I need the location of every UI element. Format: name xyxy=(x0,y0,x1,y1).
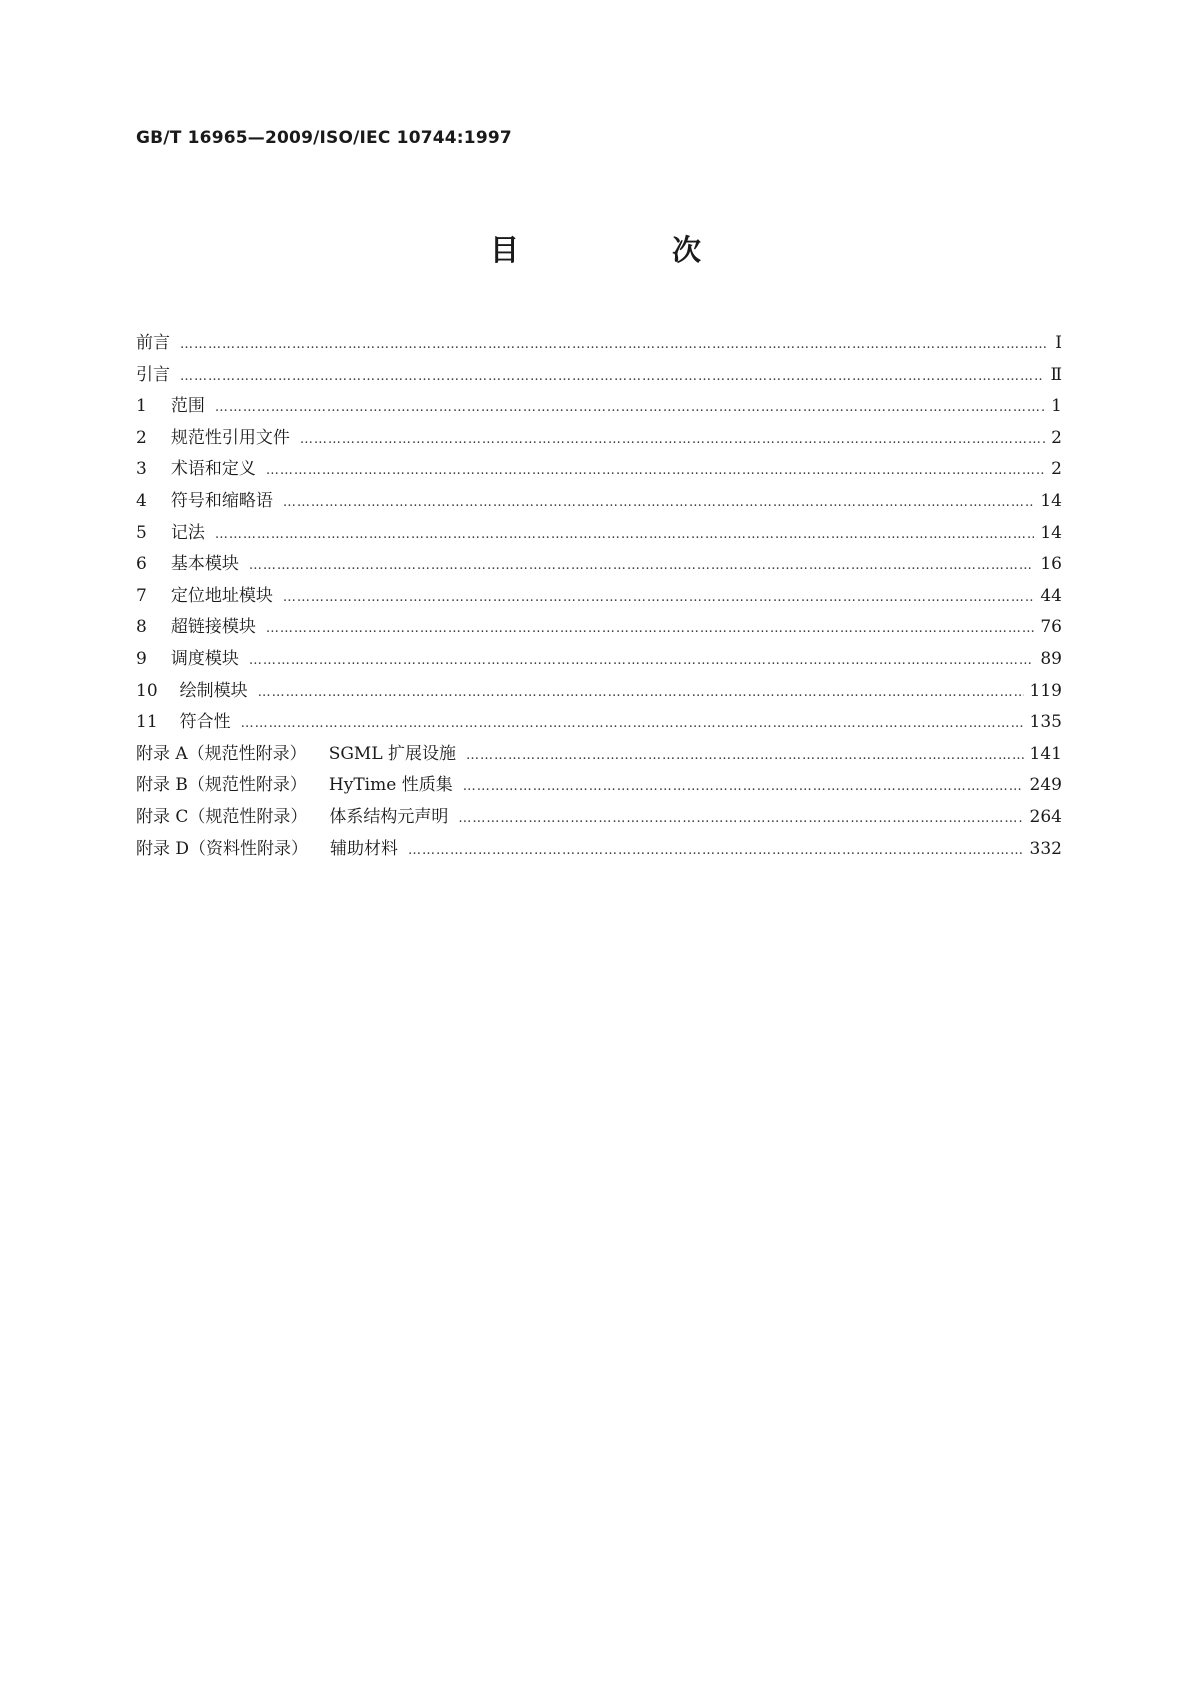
toc-entry-page-number: 264 xyxy=(1029,806,1062,827)
dot-leader xyxy=(258,685,1024,700)
dot-leader xyxy=(215,400,1045,415)
toc-entry-title: 绘制模块 xyxy=(179,680,248,701)
toc-entry-number: 8 xyxy=(136,617,147,638)
table-of-contents xyxy=(136,328,1062,865)
toc-entry-page-number: 76 xyxy=(1040,617,1062,638)
dot-leader xyxy=(241,716,1024,731)
dot-leader xyxy=(180,337,1048,352)
toc-entry-number: 7 xyxy=(136,585,147,606)
dot-leader xyxy=(266,463,1045,478)
toc-entry-number: 1 xyxy=(136,396,147,417)
toc-entry[interactable] xyxy=(136,612,1062,644)
toc-entry[interactable] xyxy=(136,360,1062,392)
toc-entry-label xyxy=(136,454,256,479)
toc-entry-title: 超链接模块 xyxy=(170,617,256,638)
toc-entry-title: 记法 xyxy=(170,522,205,543)
toc-entry-label xyxy=(136,391,205,416)
toc-entry-label xyxy=(136,676,248,701)
toc-entry-page-number: 2 xyxy=(1051,427,1062,448)
toc-entry-title: 术语和定义 xyxy=(170,459,256,480)
toc-entry-page-number: 44 xyxy=(1040,585,1062,606)
toc-entry[interactable] xyxy=(136,676,1062,708)
toc-entry-number: 3 xyxy=(136,459,147,480)
toc-entry-page-number: 249 xyxy=(1029,775,1062,796)
toc-entry-page-number: 332 xyxy=(1029,838,1062,859)
toc-entry-page-number: 89 xyxy=(1040,648,1062,669)
dot-leader xyxy=(408,843,1024,858)
toc-entry-label xyxy=(136,612,256,637)
toc-entry-label xyxy=(136,707,231,732)
toc-entry-page-number: Ⅱ xyxy=(1050,364,1062,385)
toc-entry-title: HyTime 性质集 xyxy=(328,775,453,796)
standard-code: GB/T 16965—2009/ISO/IEC 10744:1997 xyxy=(136,128,512,148)
toc-entry[interactable] xyxy=(136,549,1062,581)
toc-entry-title: 辅助材料 xyxy=(330,838,399,859)
toc-entry-label xyxy=(136,581,273,606)
toc-entry-title: 基本模块 xyxy=(170,554,239,575)
toc-entry-number: 11 xyxy=(136,712,158,733)
toc-entry-number: 5 xyxy=(136,522,147,543)
toc-entry-number: 2 xyxy=(136,427,147,448)
toc-entry-number: 附录 D（资料性附录） xyxy=(136,838,309,859)
toc-entry[interactable] xyxy=(136,644,1062,676)
toc-entry-number: 附录 C（规范性附录） xyxy=(136,806,308,827)
toc-entry-title: 符合性 xyxy=(179,712,231,733)
toc-entry-label xyxy=(136,644,239,669)
dot-leader xyxy=(463,779,1024,794)
toc-entry-title: SGML 扩展设施 xyxy=(328,743,457,764)
dot-leader xyxy=(215,527,1035,542)
toc-entry-page-number: Ⅰ xyxy=(1055,333,1062,353)
toc-entry-label xyxy=(136,549,239,574)
toc-entry-page-number: 16 xyxy=(1040,554,1062,575)
toc-entry-title: 定位地址模块 xyxy=(170,585,273,606)
toc-entry[interactable] xyxy=(136,739,1062,771)
toc-entry-label xyxy=(136,739,456,764)
toc-entry[interactable] xyxy=(136,518,1062,550)
toc-entry-title: 前言 xyxy=(136,333,170,353)
toc-entry-number: 10 xyxy=(136,680,158,701)
toc-entry[interactable] xyxy=(136,581,1062,613)
toc-entry-page-number: 141 xyxy=(1029,743,1062,764)
toc-entry-label xyxy=(136,518,205,543)
toc-entry-title: 范围 xyxy=(170,396,205,417)
dot-leader xyxy=(466,748,1024,763)
toc-entry-title: 符号和缩略语 xyxy=(170,490,273,511)
toc-entry-number: 附录 A（规范性附录） xyxy=(136,743,307,764)
toc-entry-page-number: 119 xyxy=(1029,680,1062,701)
toc-entry[interactable] xyxy=(136,834,1062,866)
toc-entry[interactable] xyxy=(136,707,1062,739)
dot-leader xyxy=(283,590,1035,605)
toc-entry-number: 附录 B（规范性附录） xyxy=(136,775,307,796)
toc-entry[interactable] xyxy=(136,454,1062,486)
toc-entry-label xyxy=(136,360,170,385)
toc-entry-page-number: 14 xyxy=(1040,522,1062,543)
toc-entry-title: 体系结构元声明 xyxy=(329,806,449,827)
toc-entry-label xyxy=(136,834,398,859)
toc-entry-number: 4 xyxy=(136,490,147,511)
toc-entry[interactable] xyxy=(136,802,1062,834)
toc-entry-page-number: 135 xyxy=(1029,712,1062,733)
toc-entry-label xyxy=(136,423,290,448)
toc-entry-label xyxy=(136,486,273,511)
dot-leader xyxy=(283,495,1035,510)
toc-entry-label xyxy=(136,328,170,353)
toc-entry[interactable] xyxy=(136,328,1062,360)
dot-leader xyxy=(266,621,1035,636)
toc-entry-label xyxy=(136,770,453,795)
toc-entry[interactable] xyxy=(136,486,1062,518)
dot-leader xyxy=(458,811,1023,826)
page-title: 目 次 xyxy=(489,233,763,267)
toc-entry-title: 引言 xyxy=(136,364,170,385)
dot-leader xyxy=(249,558,1035,573)
toc-entry-page-number: 14 xyxy=(1040,490,1062,511)
toc-entry-number: 9 xyxy=(136,648,147,669)
dot-leader xyxy=(249,653,1035,668)
toc-entry-label xyxy=(136,802,448,827)
dot-leader xyxy=(180,369,1044,384)
toc-entry[interactable] xyxy=(136,423,1062,455)
toc-entry-number: 6 xyxy=(136,554,147,575)
toc-entry-title: 调度模块 xyxy=(170,648,239,669)
toc-entry[interactable] xyxy=(136,770,1062,802)
toc-entry[interactable] xyxy=(136,391,1062,423)
toc-entry-page-number: 2 xyxy=(1051,459,1062,480)
toc-entry-title: 规范性引用文件 xyxy=(170,427,290,448)
dot-leader xyxy=(300,432,1045,447)
toc-entry-page-number: 1 xyxy=(1051,396,1062,417)
